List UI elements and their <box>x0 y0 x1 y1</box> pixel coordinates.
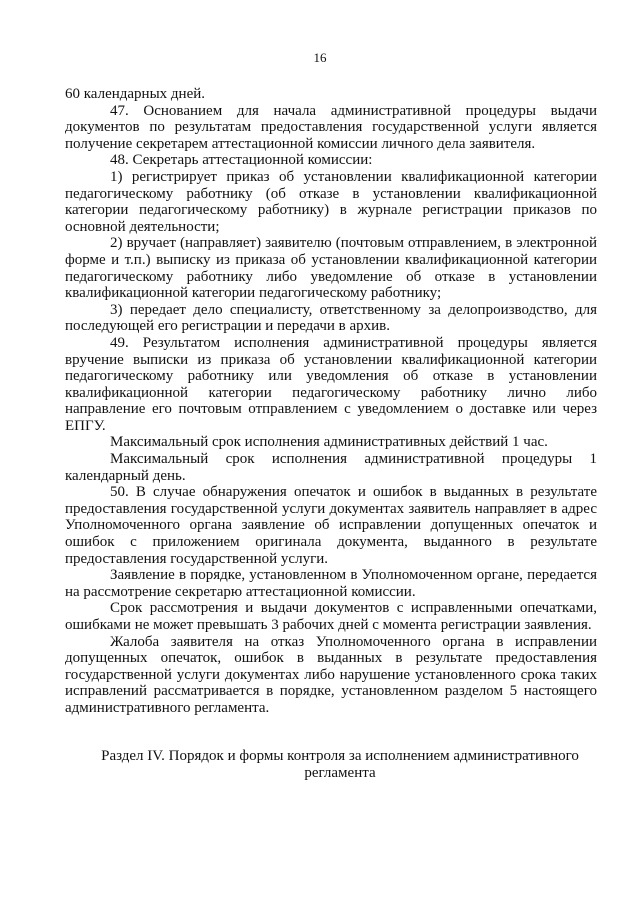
paragraph: 60 календарных дней. <box>65 86 206 102</box>
paragraph: Максимальный срок исполнения административной процедуры 1 календарный день. <box>65 451 597 484</box>
paragraph: Срок рассмотрения и выдачи документов с исправленными опечатками, ошибками не может превышать 3 рабочих дней с момента регистрации заявления. <box>65 600 597 633</box>
page-number: 16 <box>313 50 327 65</box>
paragraph: 48. Секретарь аттестационной комиссии: <box>110 152 373 169</box>
section-heading: Раздел IV. Порядок и формы контроля за исполнением административного регламента <box>101 748 579 781</box>
paragraph: Жалоба заявителя на отказ Уполномоченного органа в исправлении допущенных опечаток, ошибок в выданных в результате предоставления государственной услуги документах либо нарушение установленного срока таких исправлений рассматривается в порядке, установленном разделом 5 настоящего административного регламента. <box>65 633 597 716</box>
paragraph: Максимальный срок исполнения административных действий 1 час. <box>110 434 548 451</box>
paragraph: 3) передает дело специалисту, ответственному за делопроизводство, для последующей его регистрации и передачи в архив. <box>65 301 597 335</box>
paragraph: 2) вручает (направляет) заявителю (почтовым отправлением, в электронной форме и т.п.) выписку из приказа об установлении квалификационной категории педагогическому работнику либо уведомление об отказе в установлении квалификационной категории педагогическому работнику; <box>65 235 597 302</box>
body-text <box>65 86 597 717</box>
paragraph: 47. Основанием для начала административной процедуры выдачи документов по результатам предоставления государственной услуги является получение секретарем аттестационной комиссии личного дела заявителя. <box>65 102 597 152</box>
paragraph: 49. Результатом исполнения административной процедуры является вручение выписки из приказа об установлении квалификационной категории педагогическому работнику или уведомления об отказе в установлении квалификационной категории педагогическому работнику лично либо направление его почтовым отправлением с уведомлением о доставке или через ЕПГУ. <box>65 334 597 434</box>
paragraph: Заявление в порядке, установленном в Уполномоченном органе, передается на рассмотрение секретарю аттестационной комиссии. <box>65 567 597 600</box>
paragraph: 1) регистрирует приказ об установлении квалификационной категории педагогическому работнику (об отказе в установлении квалификационной категории педагогическому работнику) в журнале регистрации приказов по основной деятельности; <box>65 168 597 235</box>
paragraph: 50. В случае обнаружения опечаток и ошибок в выданных в результате предоставления государственной услуги документах заявитель направляет в адрес Уполномоченного органа заявление об исправлении допущенных опечаток и ошибок с приложением оригинала документа, выданного в результате предоставления государственной услуги. <box>65 484 597 567</box>
